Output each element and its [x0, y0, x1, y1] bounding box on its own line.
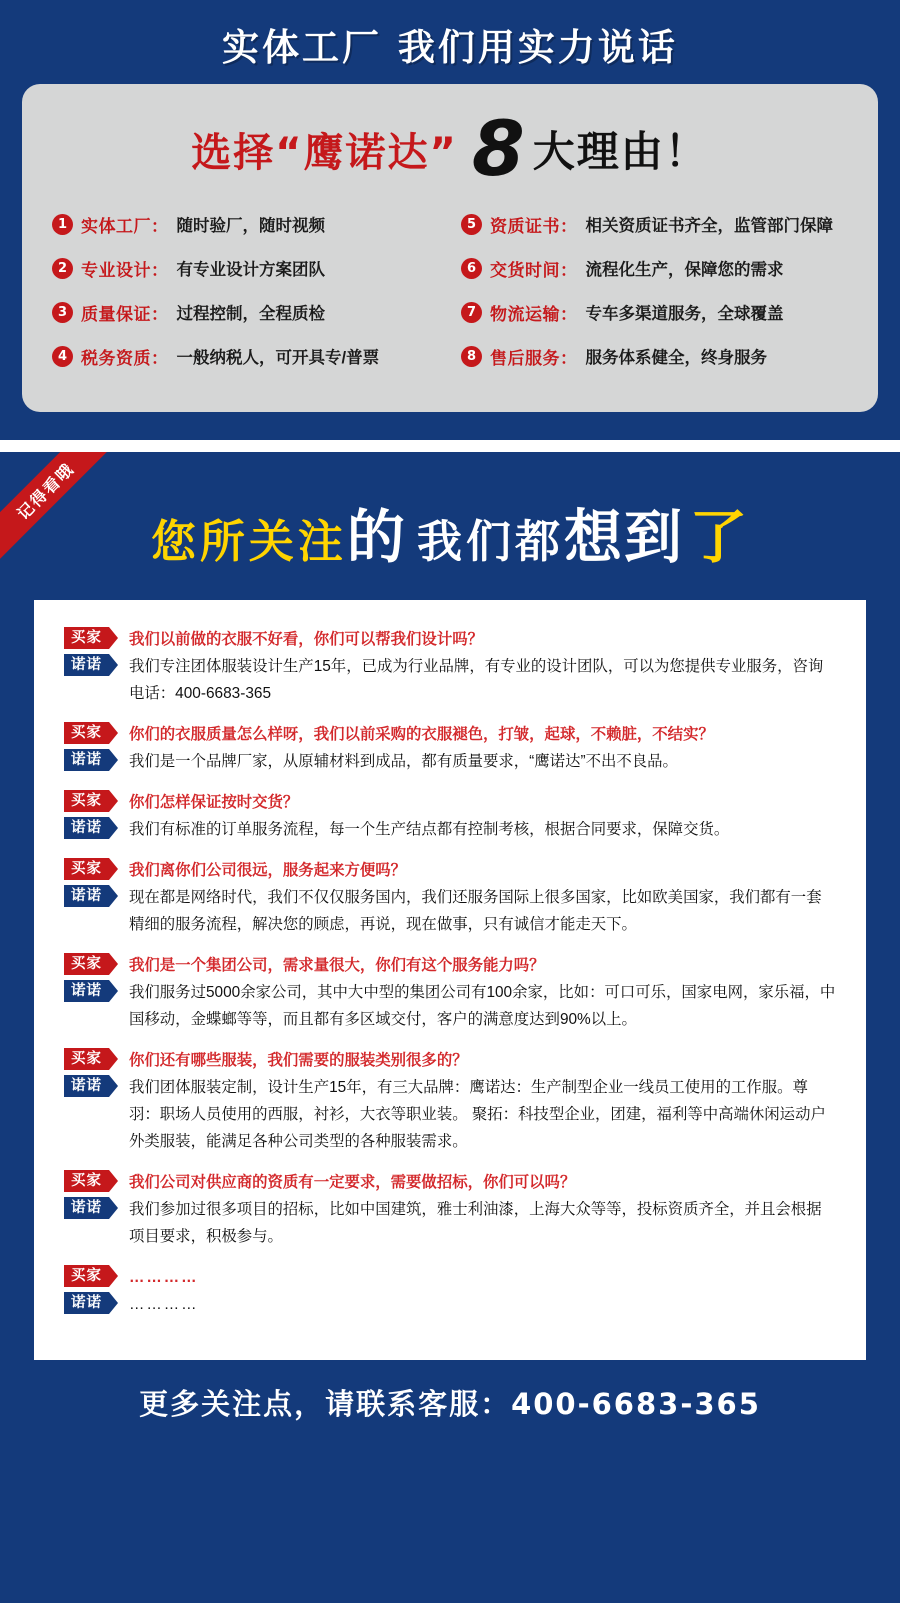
top-promo-panel — [0, 0, 900, 440]
qa-block — [64, 626, 836, 707]
answer-tag: 诺诺 — [64, 1292, 109, 1314]
buyer-tag: 买家 — [64, 953, 109, 975]
question-row — [64, 721, 836, 748]
corner-ribbon: 记得看哦 — [0, 452, 117, 562]
buyer-tag: 买家 — [64, 790, 109, 812]
reason-key: 专业设计： — [81, 260, 169, 280]
answer-row — [64, 653, 836, 707]
reason-key: 质量保证： — [81, 304, 169, 324]
reason-key: 资质证书： — [490, 216, 578, 236]
answer-row — [64, 816, 836, 843]
faq-footer-contact: 更多关注点，请联系客服：400-6683-365 — [139, 1387, 761, 1421]
reason-number-badge: 5 — [461, 214, 482, 235]
question-row — [64, 789, 836, 816]
answer-text: 我们有标准的订单服务流程，每一个生产结点都有控制考核，根据合同要求，保障交货。 — [129, 821, 730, 838]
question-row — [64, 952, 836, 979]
answer-tag: 诺诺 — [64, 817, 109, 839]
answer-row — [64, 748, 836, 775]
reason-number-badge: 6 — [461, 258, 482, 279]
reason-item — [52, 290, 439, 334]
reason-value: 专车多渠道服务，全球覆盖 — [585, 305, 784, 323]
reason-item — [461, 246, 848, 290]
question-text: 你们怎样保证按时交货？ — [129, 794, 299, 811]
reasons-heading-brand: 选择“鹰诺达” — [191, 129, 458, 176]
answer-row — [64, 979, 836, 1033]
reason-item — [52, 334, 439, 378]
reason-item — [52, 202, 439, 246]
answer-tag: 诺诺 — [64, 885, 109, 907]
question-text: 我们是一个集团公司，需求量很大，你们有这个服务能力吗？ — [129, 957, 545, 974]
faq-panel — [0, 452, 900, 1603]
top-headline: 实体工厂 我们用实力说话 — [222, 26, 678, 69]
answer-tag: 诺诺 — [64, 654, 109, 676]
reason-value: 服务体系健全，终身服务 — [585, 349, 767, 367]
reasons-heading-number: 8 — [471, 104, 525, 193]
qa-block — [64, 1047, 836, 1155]
qa-block — [64, 789, 836, 843]
section-divider — [0, 440, 900, 452]
answer-tag: 诺诺 — [64, 1197, 109, 1219]
answer-text: 我们服务过5000余家公司，其中大中型的集团公司有100余家，比如：可口可乐，国家电网，家乐福，中国移动，金蝶螂等等，而且都有多区域交付，客户的满意度达到90%以上。 — [129, 984, 836, 1028]
reason-item — [461, 290, 848, 334]
reason-key: 实体工厂： — [81, 216, 169, 236]
question-text: 我们离你们公司很远，服务起来方便吗？ — [129, 862, 407, 879]
reason-key: 物流运输： — [490, 304, 578, 324]
reason-key: 税务资质： — [81, 348, 169, 368]
qa-block — [64, 857, 836, 938]
question-text: ………… — [129, 1269, 199, 1286]
buyer-tag: 买家 — [64, 1265, 109, 1287]
faq-title — [0, 468, 900, 600]
reason-number-badge: 8 — [461, 346, 482, 367]
answer-text: 我们是一个品牌厂家，从原辅材料到成品，都有质量要求，“鹰诺达”不出不良品。 — [129, 753, 678, 770]
answer-text: 我们参加过很多项目的招标，比如中国建筑，雅士利油漆，上海大众等等，投标资质齐全，并且会根据项目要求，积极参与。 — [129, 1201, 822, 1245]
reason-value: 随时验厂，随时视频 — [176, 217, 325, 235]
answer-tag: 诺诺 — [64, 980, 109, 1002]
faq-title-part1: 您所关注 — [150, 515, 347, 568]
faq-title-part4: 想到 — [564, 503, 685, 571]
faq-title-part5: 了 — [689, 503, 750, 571]
faq-card — [34, 600, 866, 1360]
buyer-tag: 买家 — [64, 1048, 109, 1070]
reasons-grid — [52, 202, 848, 378]
question-text: 你们的衣服质量怎么样呀，我们以前采购的衣服褪色，打皱，起球，不赖脏，不结实？ — [129, 726, 714, 743]
answer-row — [64, 1196, 836, 1250]
faq-title-part3: 我们都 — [417, 515, 565, 568]
question-row — [64, 1264, 836, 1291]
qa-block — [64, 721, 836, 775]
reason-number-badge: 4 — [52, 346, 73, 367]
reason-number-badge: 1 — [52, 214, 73, 235]
question-text: 你们还有哪些服装，我们需要的服装类别很多的？ — [129, 1052, 468, 1069]
reasons-card — [22, 84, 878, 412]
reason-value: 有专业设计方案团队 — [176, 261, 325, 279]
answer-row — [64, 1291, 836, 1318]
qa-block — [64, 1169, 836, 1250]
buyer-tag: 买家 — [64, 858, 109, 880]
qa-block — [64, 952, 836, 1033]
buyer-tag: 买家 — [64, 1170, 109, 1192]
faq-title-part2: 的 — [346, 503, 407, 571]
buyer-tag: 买家 — [64, 627, 109, 649]
question-row — [64, 626, 836, 653]
answer-text: 现在都是网络时代，我们不仅仅服务国内，我们还服务国际上很多国家，比如欧美国家，我们都有一套精细的服务流程，解决您的顾虑，再说，现在做事，只有诚信才能走天下。 — [129, 889, 822, 933]
reason-item — [461, 202, 848, 246]
reason-key: 售后服务： — [490, 348, 578, 368]
reasons-heading — [52, 106, 848, 192]
reason-item — [461, 334, 848, 378]
answer-text: ………… — [129, 1296, 199, 1313]
reasons-heading-suffix: 大理由！ — [532, 127, 709, 176]
buyer-tag: 买家 — [64, 722, 109, 744]
reason-number-badge: 7 — [461, 302, 482, 323]
question-text: 我们公司对供应商的资质有一定要求，需要做招标，你们可以吗？ — [129, 1174, 576, 1191]
answer-text: 我们团体服装定制，设计生产15年，有三大品牌：鹰诺达：生产制型企业一线员工使用的工作服。尊羽：职场人员使用的西服，衬衫，大衣等职业装。 聚拓：科技型企业，团建，福利等中高端休闲运动户外类服装，能满足各种公司类型的各种服装需求。 — [129, 1079, 826, 1150]
reason-value: 流程化生产，保障您的需求 — [585, 261, 784, 279]
answer-row — [64, 884, 836, 938]
answer-tag: 诺诺 — [64, 749, 109, 771]
reason-item — [52, 246, 439, 290]
reason-value: 相关资质证书齐全，监管部门保障 — [585, 217, 833, 235]
question-row — [64, 1169, 836, 1196]
answer-text: 我们专注团体服装设计生产15年，已成为行业品牌，有专业的设计团队，可以为您提供专业服务，咨询电话：400-6683-365 — [129, 658, 824, 702]
question-row — [64, 1047, 836, 1074]
reason-number-badge: 3 — [52, 302, 73, 323]
question-row — [64, 857, 836, 884]
question-text: 我们以前做的衣服不好看，你们可以帮我们设计吗？ — [129, 631, 483, 648]
answer-row — [64, 1074, 836, 1155]
answer-tag: 诺诺 — [64, 1075, 109, 1097]
reason-number-badge: 2 — [52, 258, 73, 279]
qa-block — [64, 1264, 836, 1318]
reason-key: 交货时间： — [490, 260, 578, 280]
reason-value: 过程控制，全程质检 — [176, 305, 325, 323]
reason-value: 一般纳税人，可开具专/普票 — [176, 349, 380, 367]
